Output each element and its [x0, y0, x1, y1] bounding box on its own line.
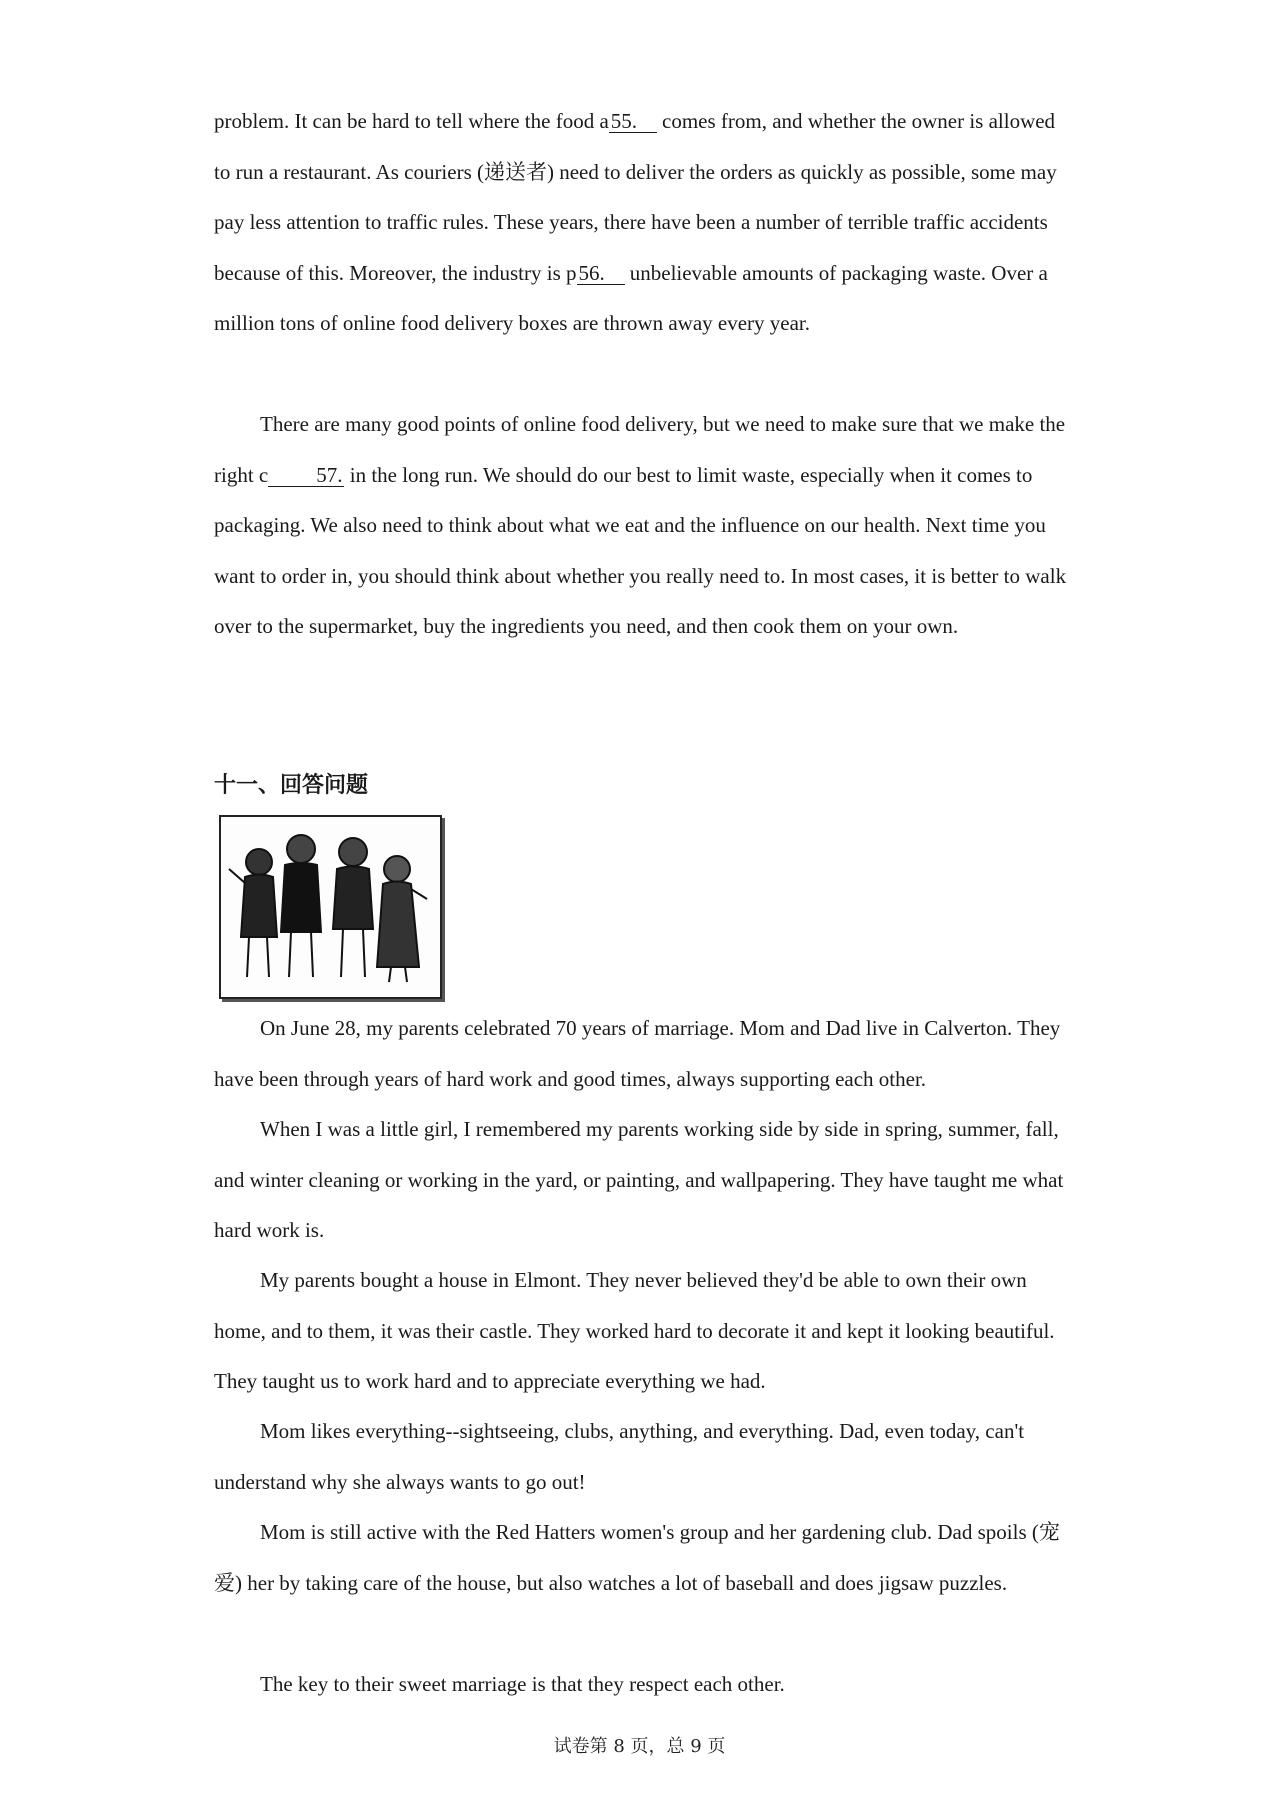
section-title: 十一、回答问题 — [214, 773, 369, 798]
people-drawing-icon — [221, 817, 440, 997]
blank-55: 55. — [609, 110, 657, 133]
story-paragraph-5: Mom is still active with the Red Hatters women's group and her gardening club. Dad spoils (宠爱) her by taking care of the house, but also watches a lot of baseball and does jigsaw puzzles. — [214, 1520, 1060, 1595]
text-segment: There are many good points of online food delivery, but we need to make sure that we make the right c — [214, 412, 1066, 487]
story-paragraph-3: My parents bought a house in Elmont. They never believed they'd be able to own their own home, and to them, it was their castle. They worked hard to decorate it and kept it looking beautiful. They taught us to work hard and to appreciate everything we had. — [214, 1268, 1055, 1393]
four-people-illustration — [219, 815, 442, 999]
passage-paragraph-2 — [214, 399, 1074, 652]
passage-paragraph-1 — [214, 96, 1074, 349]
blank-57: 57. — [268, 464, 344, 487]
page-footer: 试卷第 8 页，总 9 页 — [553, 1736, 726, 1757]
story-paragraph-1: On June 28, my parents celebrated 70 years of marriage. Mom and Dad live in Calverton. They have been through years of hard work and good times, always supporting each other. — [214, 1016, 1061, 1091]
story-paragraph-6: The key to their sweet marriage is that they respect each other. — [260, 1672, 785, 1696]
story-paragraph-4: Mom likes everything--sightseeing, clubs, anything, and everything. Dad, even today, can't understand why she always wants to go out! — [214, 1419, 1025, 1494]
text-segment: in the long run. We should do our best to limit waste, especially when it comes to packaging. We also need to think about what we eat and the influence on our health. Next time you want to order in, you should think about whether you really need to. In most cases, it is better to walk over to the supermarket, buy the ingredients you need, and then cook them on your own. — [214, 462, 1067, 638]
text-segment: problem. It can be hard to tell where the food a — [214, 109, 609, 133]
story-paragraph-2: When I was a little girl, I remembered my parents working side by side in spring, summer, fall, and winter cleaning or working in the yard, or painting, and wallpapering. They have taught me what hard work is. — [214, 1117, 1064, 1242]
text-segment: comes from, and whether the owner is allowed to run a restaurant. As couriers (递送者) need to deliver the orders as quickly as possible, some may pay less attention to traffic rules. These years, there have been a number of terrible traffic accidents because of this. Moreover, the industry is p — [214, 109, 1057, 285]
text-segment: unbelievable amounts of packaging waste. Over a million tons of online food delivery boxes are thrown away every year. — [214, 260, 1048, 335]
blank-56: 56. — [577, 262, 625, 285]
